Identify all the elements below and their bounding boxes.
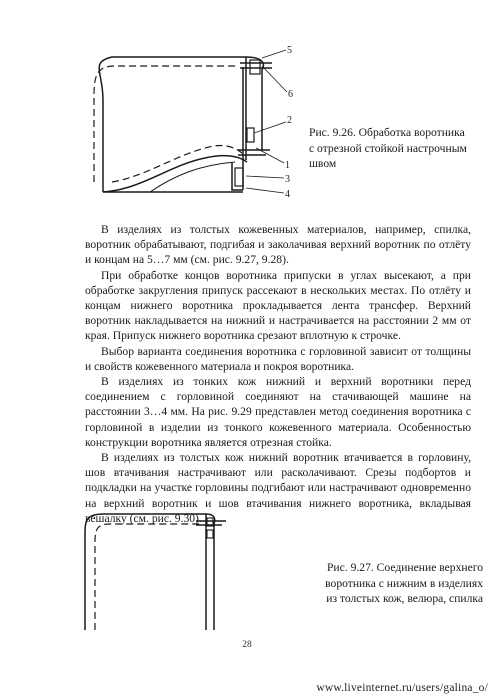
- figure1-label-2: 2: [287, 115, 292, 126]
- figure1-label-3: 3: [285, 174, 290, 185]
- footer-url: www.liveinternet.ru/users/galina_o/: [316, 682, 488, 694]
- paragraph: В изделиях из толстых кожевенных материалов, например, спилка, воротник обрабатывают, подгибая и заколачивая верхний воротник по отлёту и концам на 5…7 мм (см. рис. 9.27, 9.28).: [85, 223, 471, 267]
- paragraph: В изделиях из тонких кож нижний и верхний воротники перед соединением с горловиной соединяют на стачивающей машине на расстоянии 3…4 мм. На рис. 9.29 представлен метод соединения воротника с горловиной в изделии из тонкого кожевенного материала. Особенностью конструкции воротника является отрезная стойка.: [85, 375, 471, 449]
- paragraph: В изделиях из толстых кож нижний воротник втачивается в горловину, шов втачивания настрачивают или расколачивают. Срезы подбортов и подкладки на участке горловины подгибают или настрачивают одновременно на верхний воротник и шов втачивания нижнего воротника, вкладывая вешалку (см. рис. 9.30).: [85, 451, 471, 525]
- caption-line: воротника с нижним в изделиях: [325, 576, 483, 590]
- caption-line: из толстых кож, велюра, спилка: [326, 592, 483, 605]
- caption-line: Рис. 9.27. Соединение верхнего: [326, 561, 483, 574]
- page-number: 28: [242, 640, 252, 650]
- paragraph: При обработке концов воротника припуски в углах высекают, а при обработке закругления припуск рассекают в нескольких местах. По отлёту и концам нижнего воротника прокладывается лента трансфер. Верхний воротник накладывается на нижний и настрачивается на расстоянии 2 мм от края. Припуск нижнего воротника срезают вплотную к строчке.: [85, 268, 471, 343]
- collar-outline: [99, 57, 246, 192]
- caption-line: швом: [309, 157, 337, 170]
- caption-line: с отрезной стойкой настрочным: [309, 141, 467, 155]
- figure-9-27-drawing: [0, 500, 300, 635]
- paragraph: Выбор варианта соединения воротника с горловиной зависит от толщины и свойств кожевенного материала и покроя воротника.: [85, 344, 471, 373]
- figure1-label-5: 5: [287, 45, 292, 56]
- figure-9-27-caption: [308, 560, 483, 607]
- neck-curve: [103, 156, 247, 192]
- figure-9-26-drawing: [0, 0, 494, 220]
- figure1-label-4: 4: [285, 189, 290, 200]
- body-text: [85, 222, 471, 526]
- caption-line: Рис. 9.26. Обработка воротника: [309, 126, 465, 139]
- figure-9-26-caption: [309, 125, 479, 172]
- figure1-label-1: 1: [285, 160, 290, 171]
- collar-outline: [85, 514, 206, 630]
- figure1-label-6: 6: [288, 89, 293, 100]
